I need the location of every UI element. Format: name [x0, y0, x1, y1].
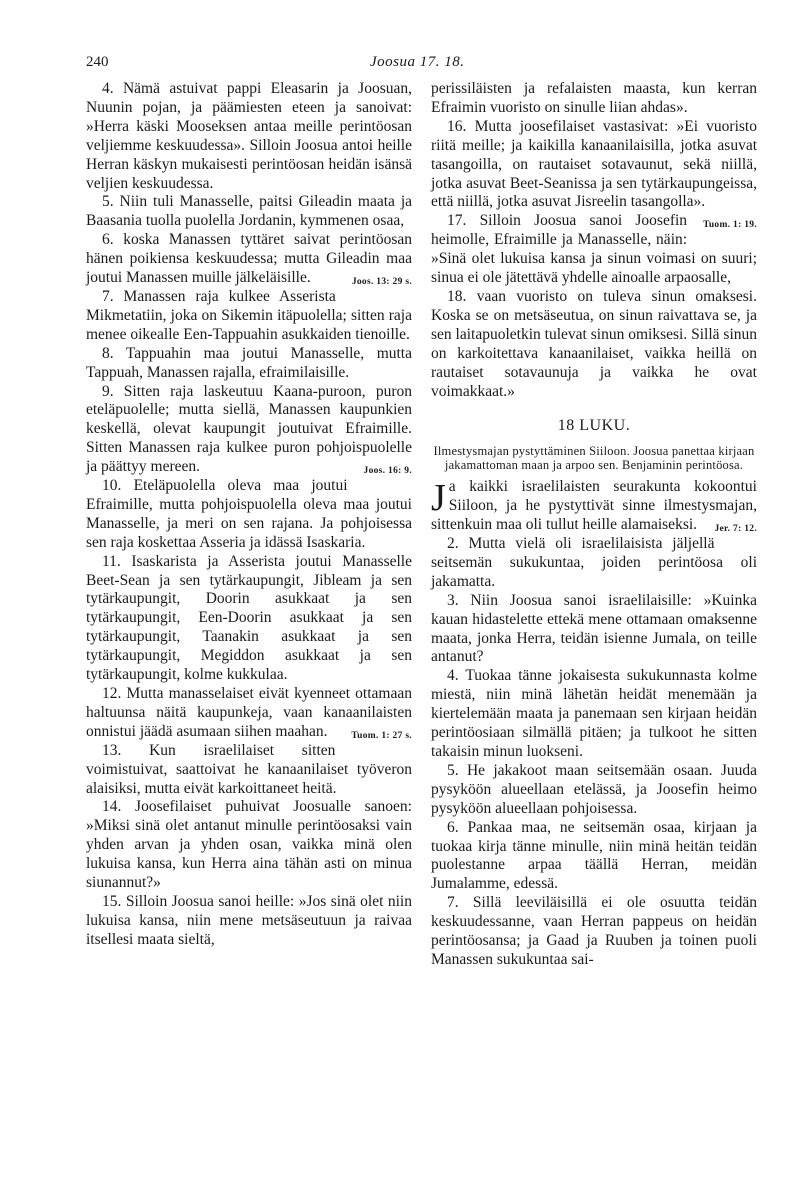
- chapter-summary: Ilmestysmajan pystyttäminen Siiloon. Joosua panettaa kirjaan jakamattoman maan ja arpoo sen. Benjaminin perintöosa.: [433, 444, 755, 473]
- cross-reference: Joos. 16: 9.: [363, 466, 412, 477]
- verse-18-2: 2. Mutta vielä oli israelilaisista jäljellä seitsemän sukukuntaa, joiden perintöosa oli jakamatta.: [431, 535, 757, 590]
- verse-17-18: 18. vaan vuoristo on tuleva sinun omaksesi. Koska se on metsäseutua, on sinun raivattava se, ja sen laitapuoletkin tulevat sinun omiksesi. Sillä sinun on karkoitettava kanaanilaiset, vaikka heillä on rautaiset sotavaunuja ja vaikka he ovat voimakkaat.»: [431, 287, 757, 400]
- cross-reference: Tuom. 1: 19.: [703, 220, 757, 231]
- cross-reference: Joos. 13: 29 s.: [351, 277, 412, 288]
- verse-18-1: [431, 478, 757, 535]
- verse-17-16-text: 16. Mutta joosefilaiset vastasivat: »Ei vuoristo riitä meille; ja kaikilla kanaanilaisilla, jotka asuvat tasangoilla, on rautaiset sotavaunut, sekä niillä, jotka asuvat Beet-Seanissa ja sen tytärkaupungeissa, että niillä, jotka asuvat Jisreelin tasangolla».: [431, 117, 757, 211]
- verse-17-17: 17. Silloin Joosua sanoi Joosefin heimolle, Efraimille ja Manasselle, näin: »Sinä olet lukuisa kansa ja sinun voimasi on suuri; sinua ei ole jätettävä yhdelle ainoalle arpaosalle,: [431, 212, 757, 287]
- verse-17-12-text: 12. Mutta manasselaiset eivät kyenneet ottamaan haltuunsa näitä kaupunkeja, vaan kanaanilaisten onnistui jäädä asumaan siihen maahan.: [86, 685, 412, 740]
- verse-17-5: 5. Niin tuli Manasselle, paitsi Gileadin maata ja Baasania tuolla puolella Jordanin, kymmenen osaa,: [86, 193, 412, 230]
- verse-17-6-text: 6. koska Manassen tyttäret saivat perintöosan hänen poikiensa keskuudessa; mutta Gileadin maa joutui Manassen muille jälkeläisille.: [86, 231, 412, 287]
- chapter-title: 18 LUKU.: [557, 417, 631, 435]
- drop-cap: J: [431, 477, 446, 520]
- verse-18-6: 6. Pankaa maa, ne seitsemän osaa, kirjaan ja tuokaa kirja tänne minulle, niin minä heitän teidän puolestanne arpaa täällä Herran, meidän Jumalamme, edessä.: [431, 818, 757, 893]
- verse-17-15-continued: perissiläisten ja refalaisten maasta, kun kerran Efraimin vuoristo on sinulle liian ahdas».: [431, 80, 757, 116]
- page-number: 240: [86, 54, 109, 70]
- left-column: [86, 80, 412, 950]
- right-column: [431, 80, 757, 970]
- running-head: Joosua 17. 18.: [370, 54, 465, 70]
- verse-17-15: 15. Silloin Joosua sanoi heille: »Jos sinä olet niin lukuisa kansa, niin mene metsäseutuun ja raivaa itsellesi maata sieltä,: [86, 892, 412, 948]
- verse-17-8: 8. Tappuahin maa joutui Manasselle, mutta Tappuah, Manassen rajalla, efraimilaisille.: [86, 344, 412, 381]
- verse-17-16: [431, 117, 757, 231]
- verse-17-14: 14. Joosefilaiset puhuivat Joosualle sanoen: »Miksi sinä olet antanut minulle perintöosaksi vain yhden arvan ja yhden osan, vaikka minä olen lukuisa kansa, kun Herra aina tähän asti on minua siunannut?»: [86, 798, 412, 892]
- cross-reference: Jer. 7: 12.: [714, 524, 757, 535]
- verse-17-6: [86, 231, 412, 288]
- verse-17-4: 4. Nämä astuivat pappi Eleasarin ja Joosuan, Nuunin pojan, ja päämiesten eteen ja sanoivat: »Herra käski Mooseksen antaa meille perintöosan veljiemme keskuudessa». Silloin Joosua antoi heille Herran käskyn mukaisesti perintöosan heidän isänsä veljien keskuudessa.: [86, 80, 412, 192]
- verse-17-13: 13. Kun israelilaiset sitten voimistuivat, saattoivat he kanaanilaiset työveron alaisiksi, mutta eivät karkoittaneet heitä.: [86, 741, 412, 797]
- verse-18-7: 7. Sillä leeviläisillä ei ole osuutta teidän keskuudessanne, vaan Herran pappeus on heidän perintöosansa; ja Gaad ja Ruuben ja toinen puoli Manassen sukukuntaa sai-: [431, 894, 757, 968]
- verse-18-5: 5. He jakakoot maan seitsemään osaan. Juuda pysyköön alueellaan etelässä, ja Joosefin heimo pysyköön alueellaan pohjoisessa.: [431, 761, 757, 817]
- verse-17-11: 11. Isaskarista ja Asserista joutui Manasselle Beet-Sean ja sen tytärkaupungit, Jibleam ja sen tytärkaupungit, Doorin asukkaat ja sen tytärkaupungit, Een-Doorin asukkaat ja sen tytärkaupungit, Taanakin asukkaat ja sen tytärkaupungit, Megiddon asukkaat ja sen tytärkaupungit, kolme kukkulaa.: [86, 552, 412, 684]
- verse-17-12: [86, 685, 412, 742]
- verse-17-9: [86, 383, 412, 478]
- verse-17-9-text: 9. Sitten raja laskeutuu Kaana-puroon, puron eteläpuolelle; mutta siellä, Manassen kaupunkien keskellä, olevat kaupungit joutuivat Efraimille. Sitten Manassen raja kulkee puron pohjoispuolelle ja päättyy mereen.: [86, 382, 412, 476]
- verse-17-10: 10. Eteläpuolella oleva maa joutui Efraimille, mutta pohjoispuolella oleva maa joutui Manasselle, ja meri on sen rajana. Ja pohjoisessa sen raja koskettaa Asseria ja idässä Isaskaria.: [86, 477, 412, 551]
- verse-18-1-text: a kaikki israelilaisten seurakunta kokoontui Siiloon, ja he pystyttivät sinne ilmestysmajan, sittenkuin maa oli tullut heille alamaiseksi.: [431, 478, 757, 534]
- cross-reference: Tuom. 1: 27 s.: [351, 730, 412, 741]
- verse-17-7: 7. Manassen raja kulkee Asserista Mikmetatiin, joka on Sikemin itäpuolella; sitten raja menee oikealle Een-Tappuahin asukkaiden tienoille.: [86, 287, 412, 343]
- verse-18-4: 4. Tuokaa tänne jokaisesta sukukunnasta kolme miestä, niin minä lähetän heidät menemään ja kiertelemään maata ja panemaan sen kirjaan heidän perintöosiaan silmällä pitäen; ja tulkoot he sitten takaisin minun luokseni.: [431, 667, 757, 760]
- verse-18-3: 3. Niin Joosua sanoi israelilaisille: »Kuinka kauan hidastelette ettekä mene ottamaan omaksenne maata, jonka Herra, teidän isienne Jumala, on teille antanut?: [431, 591, 757, 666]
